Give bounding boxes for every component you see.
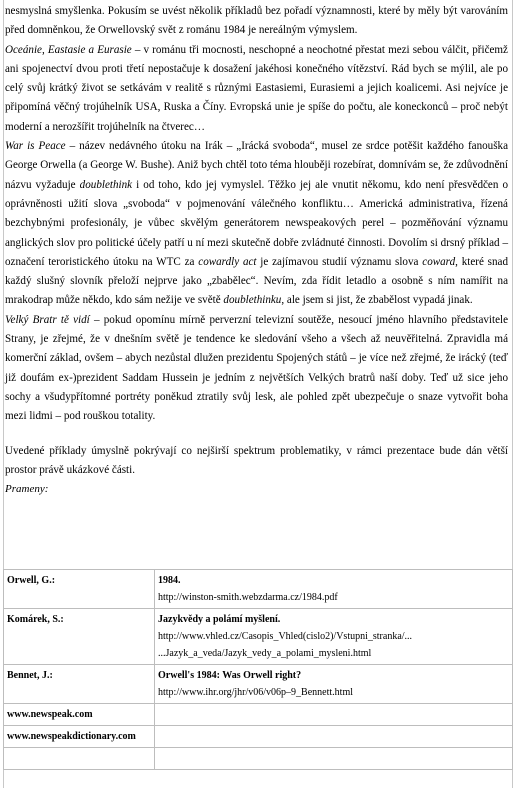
source-details xyxy=(155,748,513,770)
paragraph-oceania xyxy=(5,41,508,137)
paragraph-war-text-a: – název nedávného útoku na Irák – „Irácká svoboda“, musel ze srdce potěšit každého fanouška George Orwella (a George W. Bushe). Aniž bych chtěl toto téma hlouběji rozebírat, domnívám se, že zdůvodnění názvu vyžaduje xyxy=(5,140,508,191)
paragraph-war-term-doublethinku: doublethinku xyxy=(223,294,282,307)
source-author xyxy=(4,748,155,770)
paragraph-war-is-peace-title: War is Peace xyxy=(5,140,66,153)
paragraph-war-term-coward: coward xyxy=(422,255,456,268)
paragraph-oceania-text: – v románu tři mocnosti, neschopné a neochotné přestat mezi sebou válčit, přičemž ani spojenectví dvou proti třetí nepostačuje k dosažení jakéhosi konečného vítězství. Rád bych se mýlil, ale po celý svůj krátký život se setkávám v realitě s různými Eastasiemi, Eurasiemi a jejich koalicemi. Asi nejvíce je připomíná věčný trojúhelník USA, Ruska a Číny. Evropská unie je spíše do počtu, ale koneckonců – proč nebýt moderní a nerozšířit trojúhelník na čtverec… xyxy=(5,43,508,133)
source-author: www.newspeakdictionary.com xyxy=(4,726,155,748)
source-author: Orwell, G.: xyxy=(4,570,155,609)
source-url: http://www.ihr.org/jhr/v06/v06p–9_Bennett.html xyxy=(158,687,353,698)
source-row xyxy=(4,570,513,609)
source-row xyxy=(4,704,513,726)
paragraph-war-term-cowardly-act: cowardly act xyxy=(198,255,257,268)
paragraph-big-brother xyxy=(5,311,508,427)
paragraph-war-text-e: je zajímavou studií významu slova xyxy=(256,255,423,268)
source-details xyxy=(155,726,513,748)
source-author: www.newspeak.com xyxy=(4,704,155,726)
source-author: Komárek, S.: xyxy=(4,609,155,665)
paragraph-war-term-doublethink: doublethink xyxy=(79,178,133,191)
paragraph-big-brother-title: Velký Bratr tě vidí xyxy=(5,313,90,326)
source-author: Bennet, J.: xyxy=(4,665,155,704)
document-body xyxy=(5,2,508,497)
paragraph-war-text-g: , které snad každý slušný slovník přeloží nejprve jako „zbabělec“. Nevím, zda řídit letadlo a osobně s ním namířit na mrakodrap může někdo, kdo sám nežije ve světě xyxy=(5,255,509,307)
source-row xyxy=(4,726,513,748)
paragraph-war-text-c: i od toho, kdo jej vymyslel. Těžko jej ale vnutit někomu, kdo není přesvědčen o oprávněnosti užití slova „svoboda“ v pojmenování válečného konfliktu… Americká administrativa, řízená bezchybnými profesionály, je vůbec skvělým generátorem newspeakových perel – pozměňování významu anglických slov pro politické účely patří u ní mezi skutečně dobře zvládnuté činnosti. Dovolím si drsný příklad – označení teroristického útoku na WTC za xyxy=(5,178,509,268)
source-row xyxy=(4,748,513,770)
sources-label: Prameny: xyxy=(5,483,49,496)
source-details xyxy=(155,665,513,704)
source-title: Jazykvědy a polámí myšlení. xyxy=(158,614,281,625)
source-title: Orwell's 1984: Was Orwell right? xyxy=(158,670,302,681)
source-title: 1984. xyxy=(158,575,181,586)
paragraph-war-text-i: , ale jsem si jist, že zbabělost vypadá jinak. xyxy=(281,294,473,307)
source-url: http://winston-smith.webzdarma.cz/1984.pdf xyxy=(158,592,338,603)
paragraph-big-brother-text: – pokud opomínu mírně perverzní televizní soutěže, nesoucí jméno hlavního představitele Strany, je zřejmé, že v dnešním světě je tendence ke sledování všeho a všech až neuvěřitelná. Zpravidla má komerční základ, ovšem – abych nezůstal dlužen prezidentu Spojených států – je více než zřejmé, že irácký (teď již doufám ex-)prezident Saddam Hussein je jedním z největších Velkých bratrů naší doby. Teď už sice jeho sochy a všudypřítomné portréty poněkud ztratily svůj lesk, ale pohled zpět ubezpečuje o snaze vytvořit boha mezi lidmi – pod rouškou totality. xyxy=(5,313,509,423)
source-row xyxy=(4,609,513,665)
source-row xyxy=(4,665,513,704)
sources-table xyxy=(3,569,513,770)
source-url: ...Jazyk_a_veda/Jazyk_vedy_a_polami_mysleni.html xyxy=(158,648,372,659)
paragraph-intro: nesmyslná smyšlenka. Pokusím se uvést několik příkladů bez pořadí významnosti, které by měly být varováním před domněnkou, že Orwellovský svět z románu 1984 je nereálným výmyslem. xyxy=(5,5,508,37)
paragraph-war-is-peace xyxy=(5,137,508,311)
source-url: http://www.vhled.cz/Casopis_Vhled(cislo2)/Vstupni_stranka/... xyxy=(158,631,413,642)
source-details xyxy=(155,609,513,665)
paragraph-oceania-title: Oceánie, Eastasie a Eurasie xyxy=(5,43,132,56)
source-details xyxy=(155,570,513,609)
source-details xyxy=(155,704,513,726)
paragraph-conclusion: Uvedené příklady úmyslně pokrývají co nejširší spektrum problematiky, v rámci prezentace bude dán větší prostor právě ukázkové části. xyxy=(5,444,508,476)
